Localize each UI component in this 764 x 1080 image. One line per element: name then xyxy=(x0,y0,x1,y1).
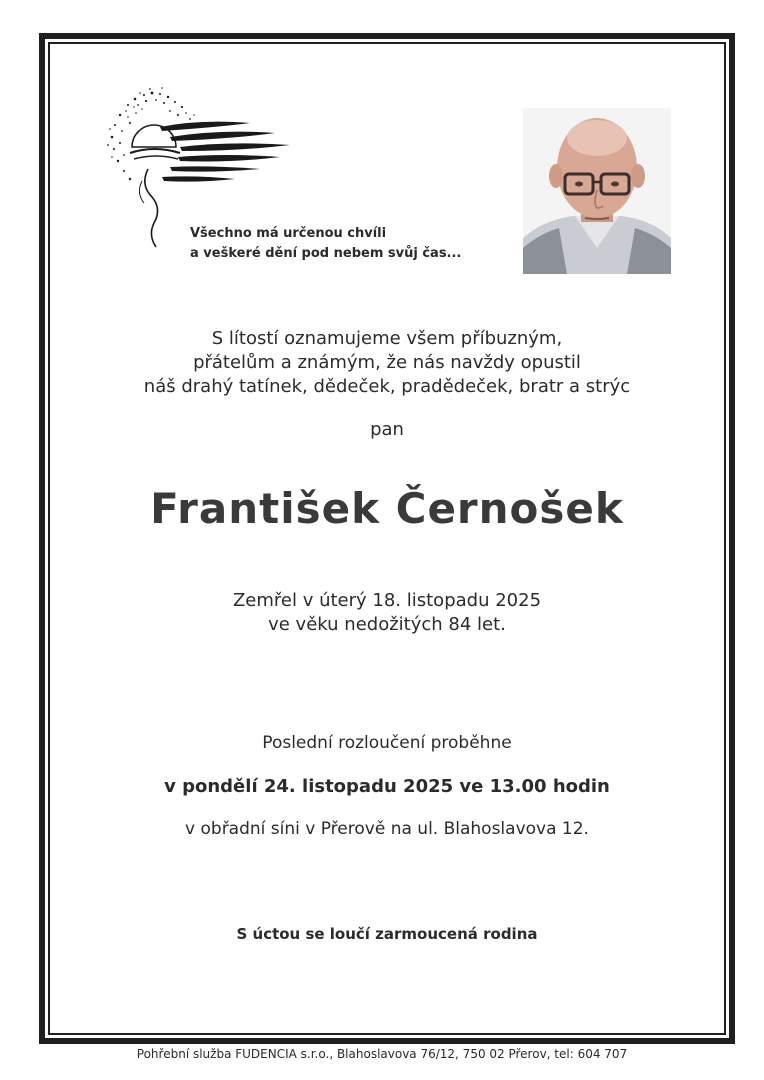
intro-line-1: S lítostí oznamujeme všem příbuzným, xyxy=(211,328,563,349)
motto-line-1: Všechno má určenou chvíli xyxy=(190,226,387,241)
death-date: Zemřel v úterý 18. listopadu 2025 xyxy=(232,590,542,611)
intro-line-3: náš drahý tatínek, dědeček, pradědeček, bratr a strýc xyxy=(143,376,631,397)
deceased-name: František Černošek xyxy=(150,484,624,533)
farewell-datetime: v pondělí 24. listopadu 2025 ve 13.00 hodin xyxy=(164,776,610,797)
portrait-photo xyxy=(523,108,671,274)
motto-quote xyxy=(190,224,461,264)
salutation: pan xyxy=(370,419,404,440)
announcement-intro xyxy=(60,327,714,399)
farewell-place: v obřadní síni v Přerově na ul. Blahoslavova 12. xyxy=(185,819,589,839)
portrait-image xyxy=(523,108,671,274)
death-age: ve věku nedožitých 84 let. xyxy=(268,614,506,635)
funeral-service-footer: Pohřební služba FUDENCIA s.r.o., Blahoslavova 76/12, 750 02 Přerov, tel: 604 707 xyxy=(136,1047,628,1061)
motto-line-2: a veškeré dění pod nebem svůj čas... xyxy=(190,246,462,261)
farewell-intro: Poslední rozloučení proběhne xyxy=(262,733,512,753)
intro-line-2: přátelům a známým, že nás navždy opustil xyxy=(193,352,581,373)
closing-signature: S úctou se loučí zarmoucená rodina xyxy=(236,925,538,943)
death-details xyxy=(60,589,714,637)
